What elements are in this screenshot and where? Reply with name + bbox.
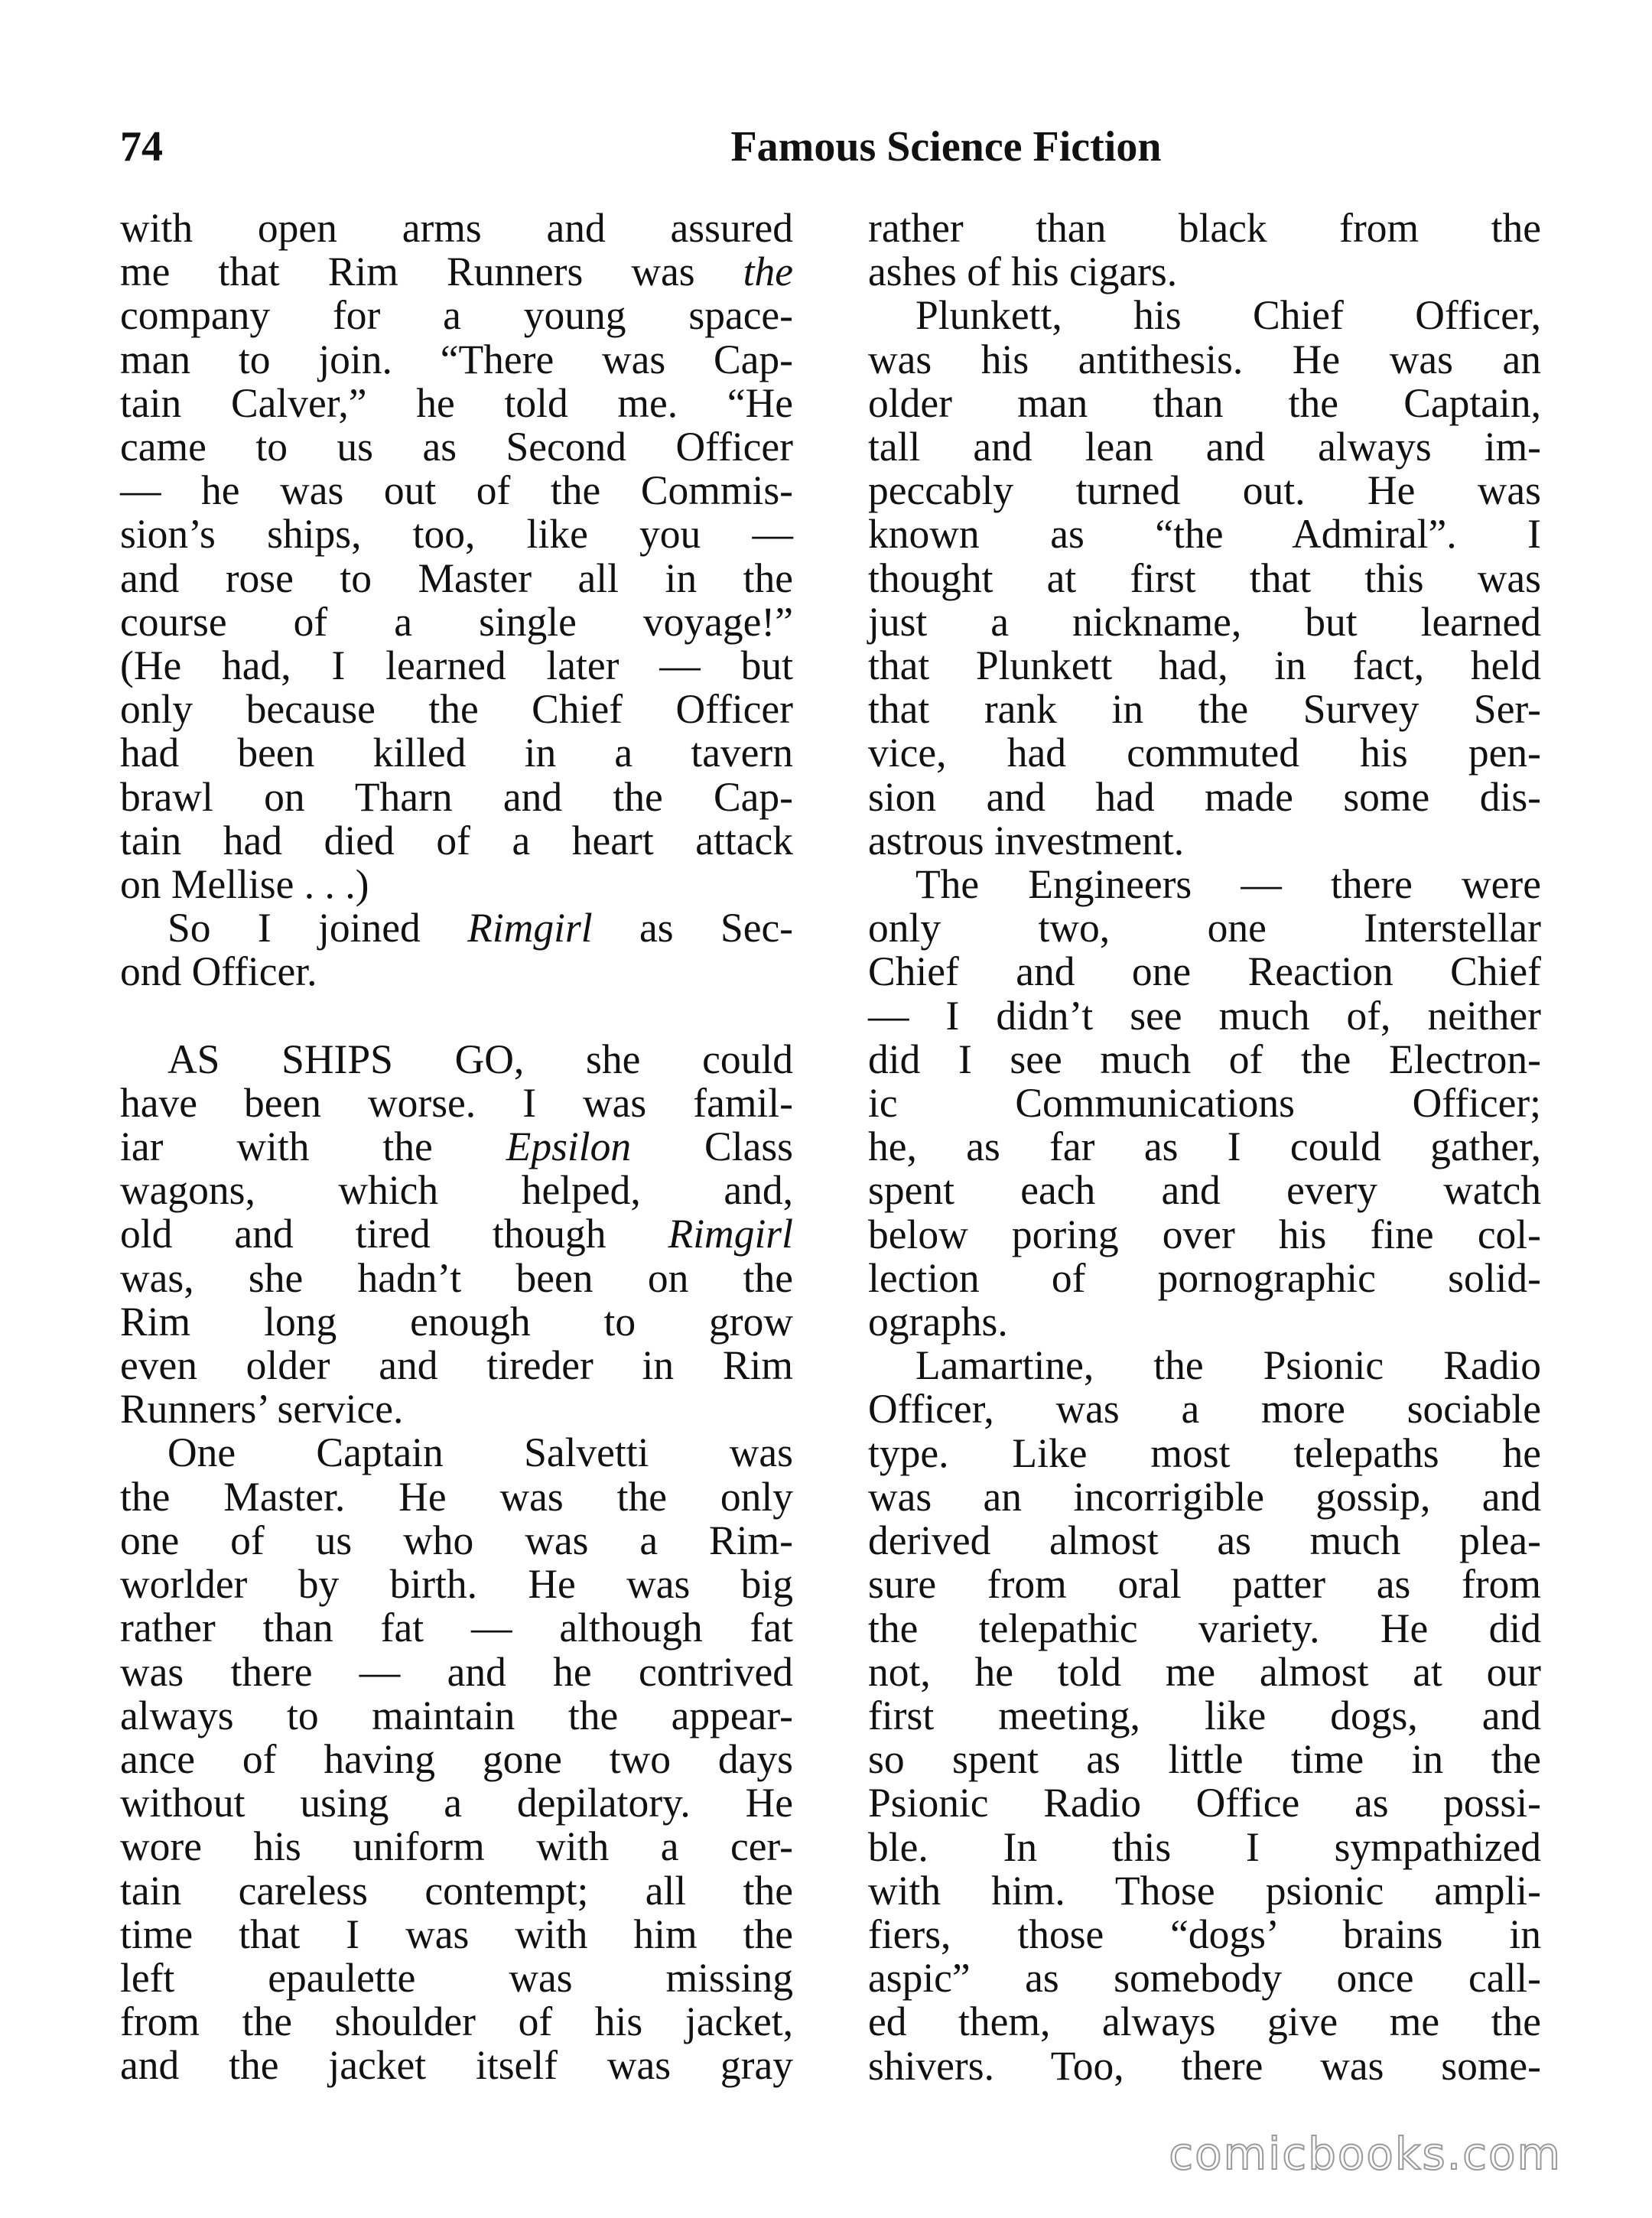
text-line: wore his uniform with a cer- — [120, 1823, 793, 1870]
text-line: sion’s ships, too, like you — — [120, 511, 793, 558]
text-line: iar with the Epsilon Class — [120, 1124, 793, 1170]
text-line: on Mellise . . .) — [120, 861, 369, 908]
left-column — [120, 207, 793, 2088]
text-line: ance of having gone two days — [120, 1735, 793, 1782]
text-line: course of a single voyage!” — [120, 598, 793, 645]
text-line: was there — and he contrived — [120, 1648, 793, 1695]
text-line: astrous investment. — [868, 817, 1185, 863]
text-line: tain had died of a heart attack — [120, 817, 793, 863]
text-line: type. Like most telepaths he — [868, 1429, 1541, 1476]
text-line: just a nickname, but learned — [868, 598, 1541, 645]
text-line: fiers, those “dogs’ brains in — [868, 1911, 1541, 1957]
text-line: with open arms and assured — [120, 205, 793, 251]
text-line: tain Calver,” he told me. “He — [120, 379, 793, 426]
text-line: he, as far as I could gather, — [868, 1124, 1541, 1170]
text-line: One Captain Salvetti was — [167, 1429, 793, 1476]
text-line: ashes of his cigars. — [868, 249, 1178, 295]
text-line: company for a young space- — [120, 292, 793, 339]
text-line: Rim long enough to grow — [120, 1298, 793, 1345]
text-line: first meeting, like dogs, and — [868, 1692, 1541, 1738]
text-line: worlder by birth. He was big — [120, 1561, 793, 1608]
running-title: Famous Science Fiction — [730, 123, 1162, 171]
text-line: The Engineers — there were — [915, 861, 1541, 908]
text-line: rather than black from the — [868, 205, 1541, 251]
text-line: So I joined Rimgirl as Sec- — [167, 905, 793, 951]
text-line: the telepathic variety. He did — [868, 1605, 1541, 1651]
text-line: and rose to Master all in the — [120, 554, 793, 601]
text-line: Psionic Radio Office as possi- — [868, 1780, 1541, 1826]
watermark: comicbooks.com — [1169, 2128, 1562, 2180]
text-line: shivers. Too, there was some- — [868, 2042, 1541, 2089]
text-line: brawl on Tharn and the Cap- — [120, 773, 793, 820]
italic-text: the — [743, 249, 793, 295]
text-line: Plunkett, his Chief Officer, — [915, 292, 1541, 339]
text-line: so spent as little time in the — [868, 1736, 1541, 1783]
text-line: not, he told me almost at our — [868, 1648, 1541, 1695]
text-line: one of us who was a Rim- — [120, 1517, 793, 1563]
text-line: had been killed in a tavern — [120, 730, 793, 776]
text-line: that Plunkett had, in fact, held — [868, 642, 1541, 689]
text-line: older man than the Captain, — [868, 379, 1541, 426]
text-line: ic Communications Officer; — [868, 1080, 1541, 1127]
text-line: — he was out of the Commis- — [120, 467, 793, 514]
text-line: old and tired though Rimgirl — [120, 1211, 793, 1257]
text-line: (He had, I learned later — but — [120, 642, 793, 689]
text-line: sure from oral patter as from — [868, 1561, 1541, 1608]
text-line: did I see much of the Electron- — [868, 1036, 1541, 1082]
text-line: without using a depilatory. He — [120, 1780, 793, 1826]
text-line: even older and tireder in Rim — [120, 1342, 793, 1389]
text-line: aspic” as somebody once call- — [868, 1955, 1541, 2002]
text-line: sion and had made some dis- — [868, 773, 1541, 820]
text-line: derived almost as much plea- — [868, 1517, 1541, 1564]
text-line: peccably turned out. He was — [868, 467, 1541, 514]
text-line: AS SHIPS GO, she could — [167, 1036, 793, 1082]
text-line: below poring over his fine col- — [868, 1211, 1541, 1257]
text-line: wagons, which helped, and, — [120, 1167, 793, 1214]
text-line: that rank in the Survey Ser- — [868, 686, 1541, 733]
page-number: 74 — [120, 123, 163, 171]
text-line: rather than fat — although fat — [120, 1605, 793, 1651]
text-line: Officer, was a more sociable — [868, 1386, 1541, 1433]
text-line: ond Officer. — [120, 948, 317, 995]
text-line: left epaulette was missing — [120, 1954, 793, 2001]
text-line: me that Rim Runners was the — [120, 249, 793, 295]
text-line: ed them, always give me the — [868, 1998, 1541, 2045]
text-line: tain careless contempt; all the — [120, 1867, 793, 1914]
text-line: with him. Those psionic ampli- — [868, 1867, 1541, 1914]
text-line: ble. In this I sympathized — [868, 1823, 1541, 1870]
italic-text: Epsilon — [506, 1124, 632, 1170]
paragraph-gap — [120, 994, 793, 1038]
text-line: Chief and one Reaction Chief — [868, 948, 1541, 995]
text-line: only two, one Interstellar — [868, 905, 1541, 951]
text-line: man to join. “There was Cap- — [120, 336, 793, 382]
text-line: and the jacket itself was gray — [120, 2042, 793, 2089]
text-line: always to maintain the appear- — [120, 1692, 793, 1738]
text-line: known as “the Admiral”. I — [868, 511, 1541, 558]
text-line: ographs. — [868, 1299, 1008, 1345]
text-line: was, she hadn’t been on the — [120, 1254, 793, 1301]
text-line: came to us as Second Officer — [120, 424, 793, 470]
page-header — [120, 122, 1543, 184]
text-line: Runners’ service. — [120, 1386, 404, 1433]
text-line: only because the Chief Officer — [120, 686, 793, 733]
italic-text: Rimgirl — [467, 905, 593, 951]
text-line: was an incorrigible gossip, and — [868, 1473, 1541, 1520]
text-line: — I didn’t see much of, neither — [868, 992, 1541, 1039]
right-column — [868, 207, 1541, 2088]
text-line: from the shoulder of his jacket, — [120, 1998, 793, 2045]
text-line: time that I was with him the — [120, 1911, 793, 1957]
italic-text: Rimgirl — [668, 1211, 793, 1257]
text-line: tall and lean and always im- — [868, 424, 1541, 470]
text-line: have been worse. I was famil- — [120, 1079, 793, 1126]
text-line: Lamartine, the Psionic Radio — [915, 1342, 1541, 1389]
text-line: spent each and every watch — [868, 1167, 1541, 1214]
text-line: thought at first that this was — [868, 554, 1541, 601]
text-line: lection of pornographic solid- — [868, 1254, 1541, 1301]
text-line: the Master. He was the only — [120, 1473, 793, 1520]
text-line: was his antithesis. He was an — [868, 336, 1541, 382]
text-line: vice, had commuted his pen- — [868, 730, 1541, 776]
